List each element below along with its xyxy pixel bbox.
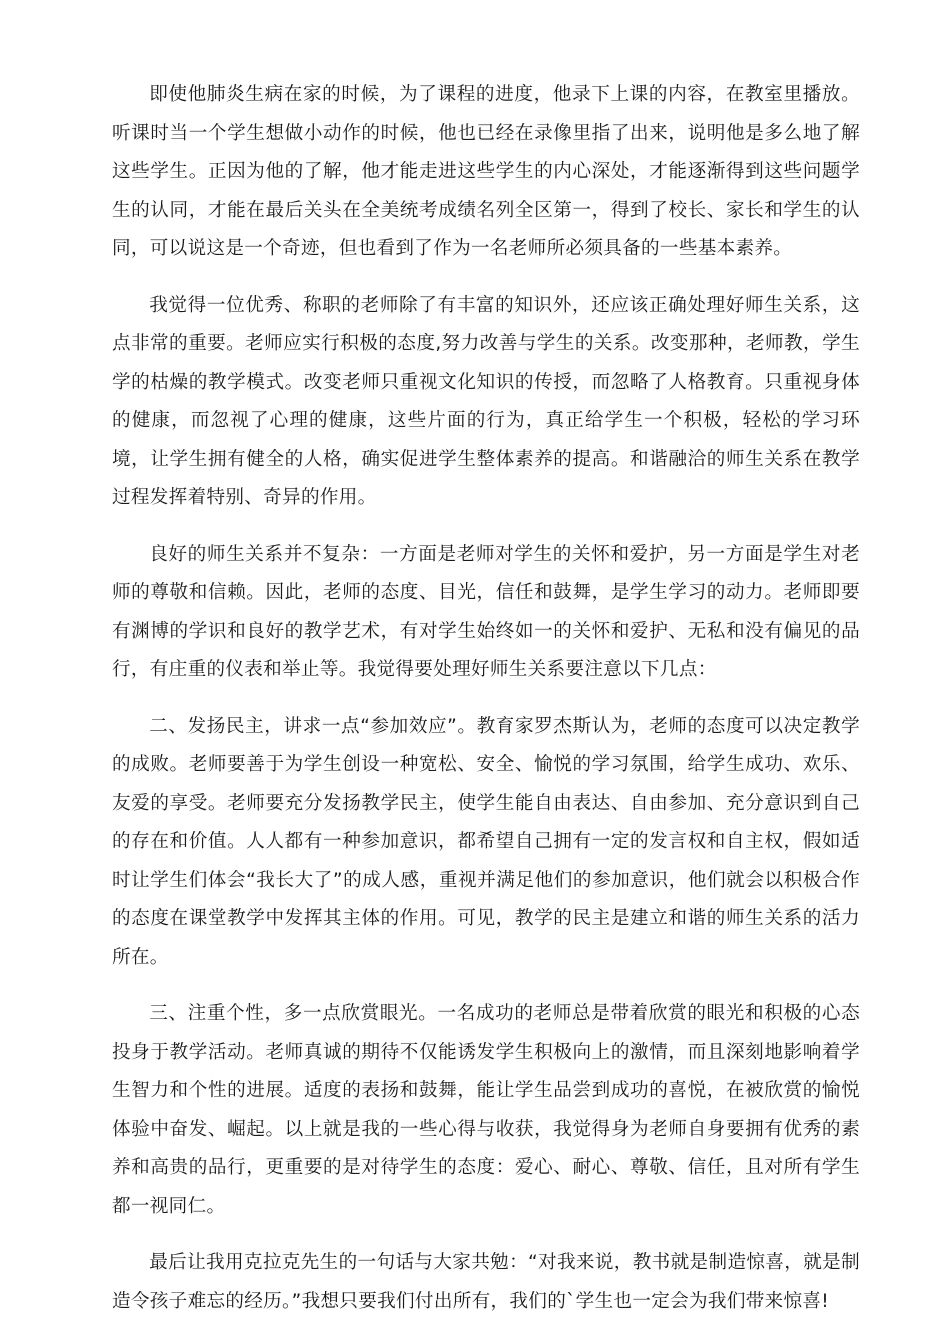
- document-body: [112, 76, 860, 1339]
- paragraph-4: 二、发扬民主，讲求一点“参加效应”。教育家罗杰斯认为，老师的态度可以决定教学的成败。老师要善于为学生创设一种宽松、安全、愉悦的学习氛围，给学生成功、欢乐、友爱的享受。老师要充分发扬教学民主，使学生能自由表达、自由参加、充分意识到自己的存在和价值。人人都有一种参加意识，都希望自己拥有一定的发言权和自主权，假如适时让学生们体会“我长大了”的成人感，重视并满足他们的参加意识，他们就会以积极合作的态度在课堂教学中发挥其主体的作用。可见，教学的民主是建立和谐的师生关系的活力所在。: [112, 715, 860, 968]
- paragraph-1: 即使他肺炎生病在家的时候，为了课程的进度，他录下上课的内容，在教室里播放。听课时当一个学生想做小动作的时候，他也已经在录像里指了出来，说明他是多么地了解这些学生。正因为他的了解，他才能走进这些学生的内心深处，才能逐渐得到这些问题学生的认同，才能在最后关头在全美统考成绩名列全区第一，得到了校长、家长和学生的认同，可以说这是一个奇迹，但也看到了作为一名老师所必须具备的一些基本素养。: [112, 84, 860, 259]
- paragraph-2: 我觉得一位优秀、称职的老师除了有丰富的知识外，还应该正确处理好师生关系，这点非常的重要。老师应实行积极的态度,努力改善与学生的关系。改变那种，老师教，学生学的枯燥的教学模式。改变老师只重视文化知识的传授，而忽略了人格教育。只重视身体的健康，而忽视了心理的健康，这些片面的行为，真正给学生一个积极，轻松的学习环境，让学生拥有健全的人格，确实促进学生整体素养的提高。和谐融洽的师生关系在教学过程发挥着特别、奇异的作用。: [112, 294, 860, 508]
- paragraph-3: 良好的师生关系并不复杂：一方面是老师对学生的关怀和爱护，另一方面是学生对老师的尊敬和信赖。因此，老师的态度、目光，信任和鼓舞，是学生学习的动力。老师即要有渊博的学识和良好的教学艺术，有对学生始终如一的关怀和爱护、无私和没有偏见的品行，有庄重的仪表和举止等。我觉得要处理好师生关系要注意以下几点：: [112, 543, 860, 680]
- paragraph-5: 三、注重个性，多一点欣赏眼光。一名成功的老师总是带着欣赏的眼光和积极的心态投身于教学活动。老师真诚的期待不仅能诱发学生积极向上的激情，而且深刻地影响着学生智力和个性的进展。适度的表扬和鼓舞，能让学生品尝到成功的喜悦，在被欣赏的愉悦体验中奋发、崛起。以上就是我的一些心得与收获，我觉得身为老师自身要拥有优秀的素养和高贵的品行，更重要的是对待学生的态度：爱心、耐心、尊敬、信任，且对所有学生都一视同仁。: [112, 1003, 860, 1217]
- paragraph-6: 最后让我用克拉克先生的一句话与大家共勉：“对我来说，教书就是制造惊喜，就是制造令孩子难忘的经历。”我想只要我们付出所有，我们的`学生也一定会为我们带来惊喜!: [112, 1252, 860, 1312]
